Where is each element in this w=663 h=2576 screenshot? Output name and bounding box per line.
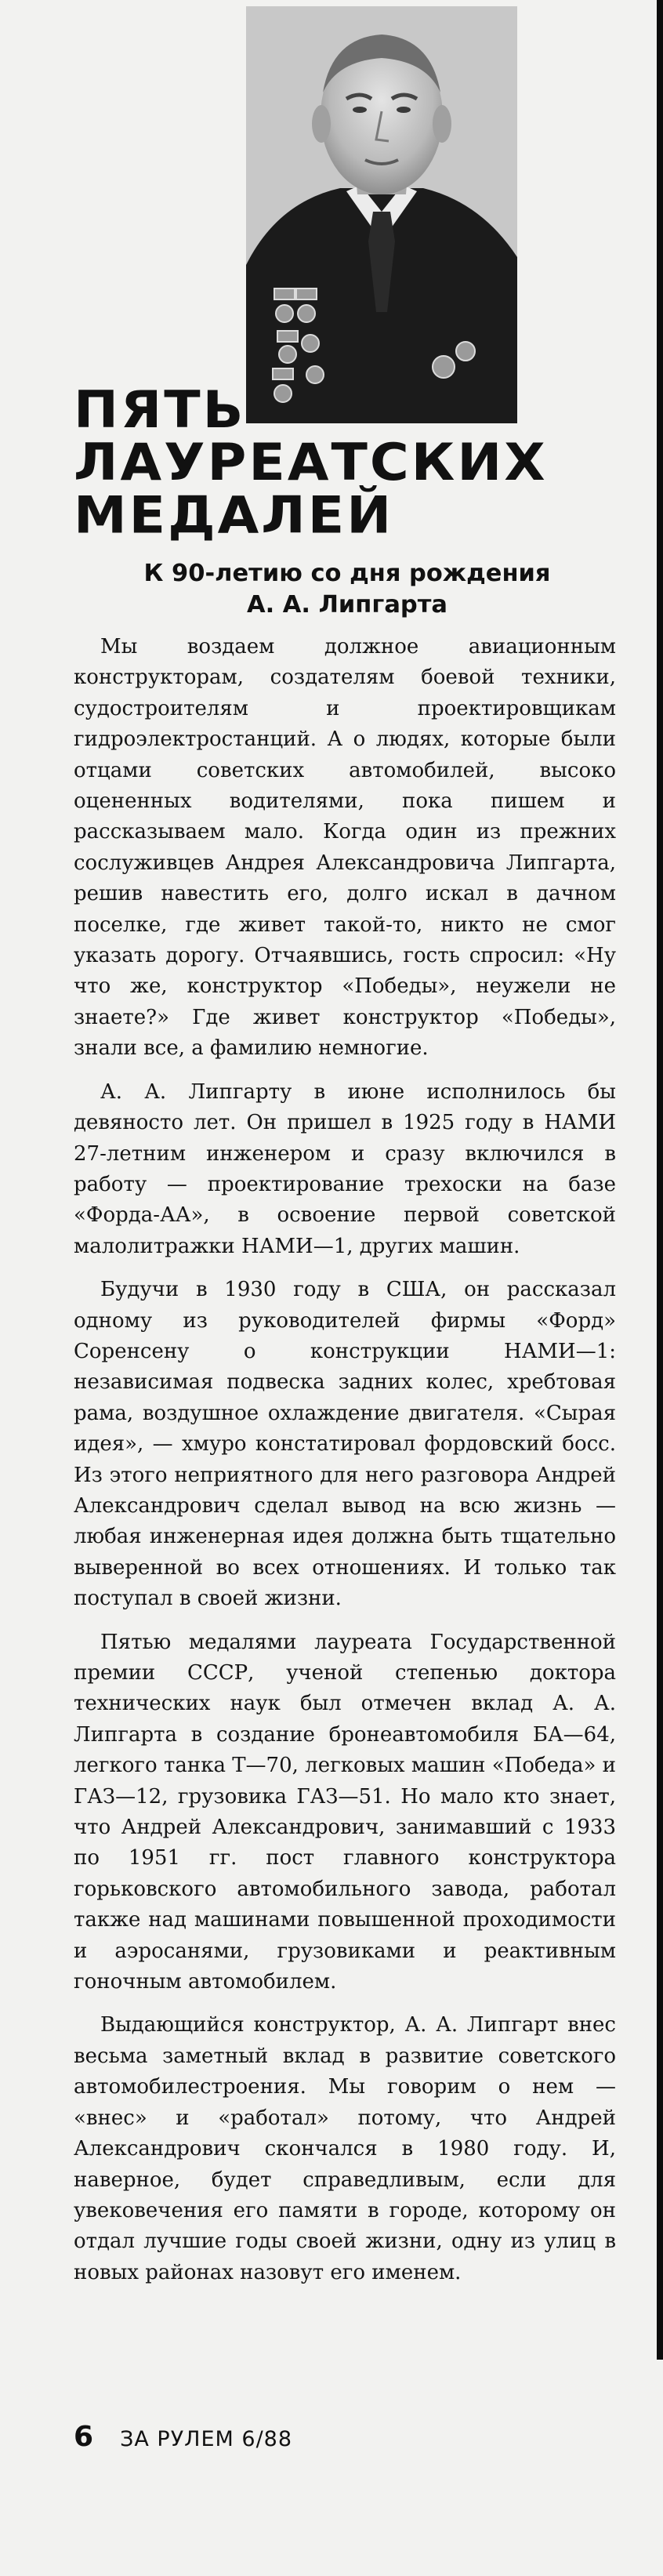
article-body [74, 632, 616, 2301]
paragraph: Пятью медалями лауреата Государственной премии СССР, ученой степенью доктора технических наук был отмечен вклад А. А. Липгарта в создание бронеавтомобиля БА—64, легкого танка Т—70, легковых машин «Победа» и ГАЗ—12, грузовика ГАЗ—51. Но мало кто знает, что Андрей Александрович, занимавший с 1933 по 1951 гг. пост главного конструктора горьковского автомобильного завода, работал также над машинами повышенной проходимости и аэросанями, грузовиками и реактивным гоночным автомобилем. [74, 1630, 616, 1994]
subtitle-line: К 90-летию со дня рождения [143, 560, 551, 587]
headline-line: ПЯТЬ [74, 380, 246, 441]
paragraph: А. А. Липгарту в июне исполнилось бы девяносто лет. Он пришел в 1925 году в НАМИ 27-летним инженером и сразу включился в работу — проектирование трехоски на базе «Форда-АА», в освоение первой советской малолитражки НАМИ—1, других машин. [74, 1079, 616, 1258]
subtitle [75, 558, 619, 621]
headline-line: ЛАУРЕАТСКИХ [74, 433, 548, 493]
page-edge-rule [657, 0, 663, 2360]
magazine-issue: ЗА РУЛЕМ 6/88 [120, 2427, 293, 2451]
paragraph: Мы воздаем должное авиационным конструкторам, создателям боевой техники, судостроителям и проектировщикам гидроэлектростанций. А о людях, которые были отцами советских автомобилей, высоко оцененных водителями, пока пишем и рассказываем мало. Когда один из прежних сослуживцев Андрея Александровича Липгарта, решив навестить его, долго искал в дачном поселке, где живет такой-то, никто не смог указать дорогу. Отчаявшись, гость спросил: «Ну что же, конструктор «Победы», неужели не знаете?» Где живет конструктор «Победы», знали все, а фамилию немногие. [74, 635, 616, 1061]
page-footer [74, 2421, 387, 2460]
headline [74, 380, 575, 546]
headline-line: МЕДАЛЕЙ [74, 485, 394, 546]
paragraph: Выдающийся конструктор, А. А. Липгарт внес весьма заметный вклад в развитие советского автомобилестроения. Мы говорим о нем — «внес» и «работал» потому, что Андрей Александрович скончался в 1980 году. И, наверное, будет справедливым, если для увековечения его памяти в городе, которому он отдал лучшие годы своей жизни, одну из улиц в новых районах назовут его именем. [74, 2013, 616, 2284]
page-number: 6 [74, 2421, 94, 2453]
paragraph: Будучи в 1930 году в США, он рассказал одному из руководителей фирмы «Форд» Соренсену о конструкции НАМИ—1: независимая подвеска задних колес, хребтовая рама, воздушное охлаждение двигателя. «Сырая идея», — хмуро констатировал фордовский босс. Из этого неприятного для него разговора Андрей Александрович сделал вывод на всю жизнь — любая инженерная идея должна быть тщательно выверенной во всех отношениях. И только так поступал в своей жизни. [74, 1278, 616, 1611]
portrait-photo [246, 6, 517, 423]
subtitle-line: А. А. Липгарта [246, 591, 447, 619]
